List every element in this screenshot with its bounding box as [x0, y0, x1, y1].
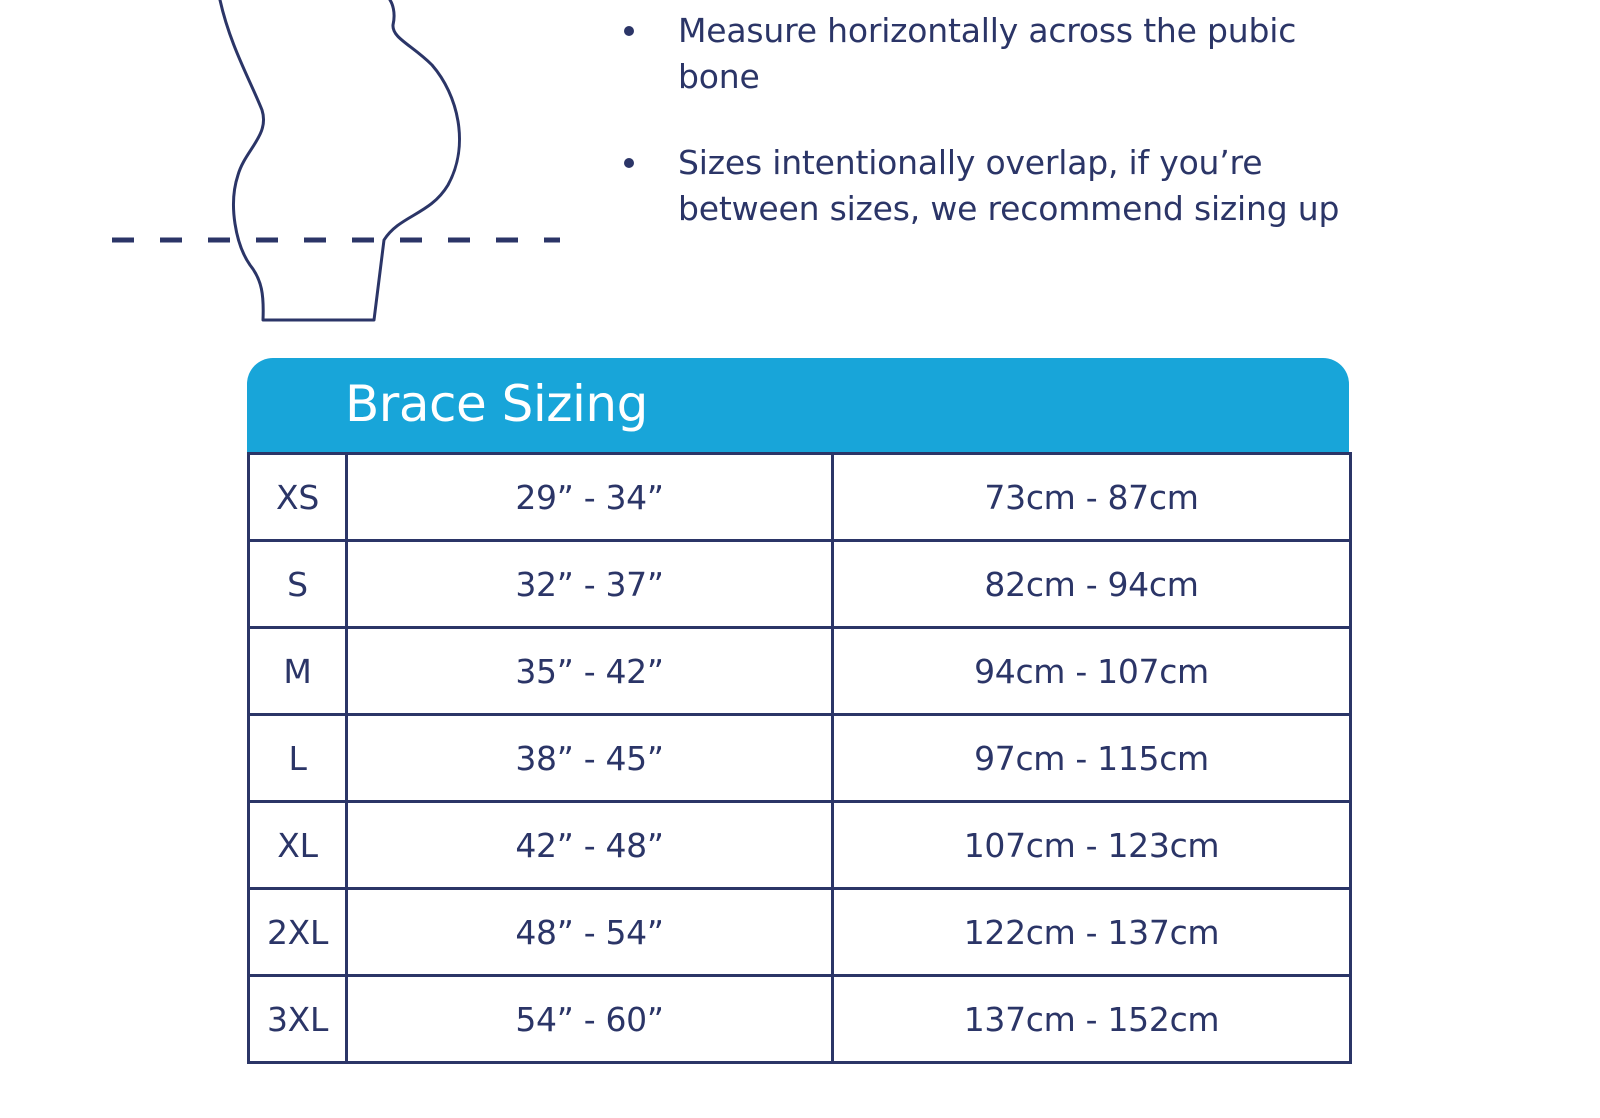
table-row — [249, 802, 1351, 889]
instruction-item — [620, 8, 1360, 100]
bullet-icon — [624, 26, 634, 36]
size-cell: L — [249, 715, 347, 802]
table-row — [249, 889, 1351, 976]
size-cell: 3XL — [249, 976, 347, 1063]
sizing-header — [247, 358, 1349, 452]
size-cell: XS — [249, 454, 347, 541]
measuring-instructions — [620, 8, 1360, 272]
cm-cell: 107cm - 123cm — [833, 802, 1351, 889]
bullet-icon — [624, 158, 634, 168]
size-cell: S — [249, 541, 347, 628]
inches-cell: 54” - 60” — [347, 976, 833, 1063]
cm-cell: 97cm - 115cm — [833, 715, 1351, 802]
cm-cell: 82cm - 94cm — [833, 541, 1351, 628]
body-outline — [220, 0, 459, 320]
table-row — [249, 454, 1351, 541]
instruction-item — [620, 140, 1360, 232]
table-row — [249, 541, 1351, 628]
inches-cell: 42” - 48” — [347, 802, 833, 889]
instruction-text: Measure horizontally across the pubic bone — [678, 11, 1297, 96]
inches-cell: 29” - 34” — [347, 454, 833, 541]
inches-cell: 35” - 42” — [347, 628, 833, 715]
cm-cell: 73cm - 87cm — [833, 454, 1351, 541]
table-row — [249, 628, 1351, 715]
table-row — [249, 715, 1351, 802]
table-row — [249, 976, 1351, 1063]
cm-cell: 137cm - 152cm — [833, 976, 1351, 1063]
pregnant-body-silhouette-figure — [0, 0, 600, 340]
cm-cell: 94cm - 107cm — [833, 628, 1351, 715]
size-cell: M — [249, 628, 347, 715]
inches-cell: 48” - 54” — [347, 889, 833, 976]
sizing-table — [247, 452, 1352, 1064]
inches-cell: 38” - 45” — [347, 715, 833, 802]
size-cell: 2XL — [249, 889, 347, 976]
instruction-text: Sizes intentionally overlap, if you’re between sizes, we recommend sizing up — [678, 143, 1340, 228]
size-cell: XL — [249, 802, 347, 889]
sizing-title: Brace Sizing — [345, 375, 648, 433]
inches-cell: 32” - 37” — [347, 541, 833, 628]
cm-cell: 122cm - 137cm — [833, 889, 1351, 976]
brace-sizing-chart — [247, 358, 1349, 1118]
